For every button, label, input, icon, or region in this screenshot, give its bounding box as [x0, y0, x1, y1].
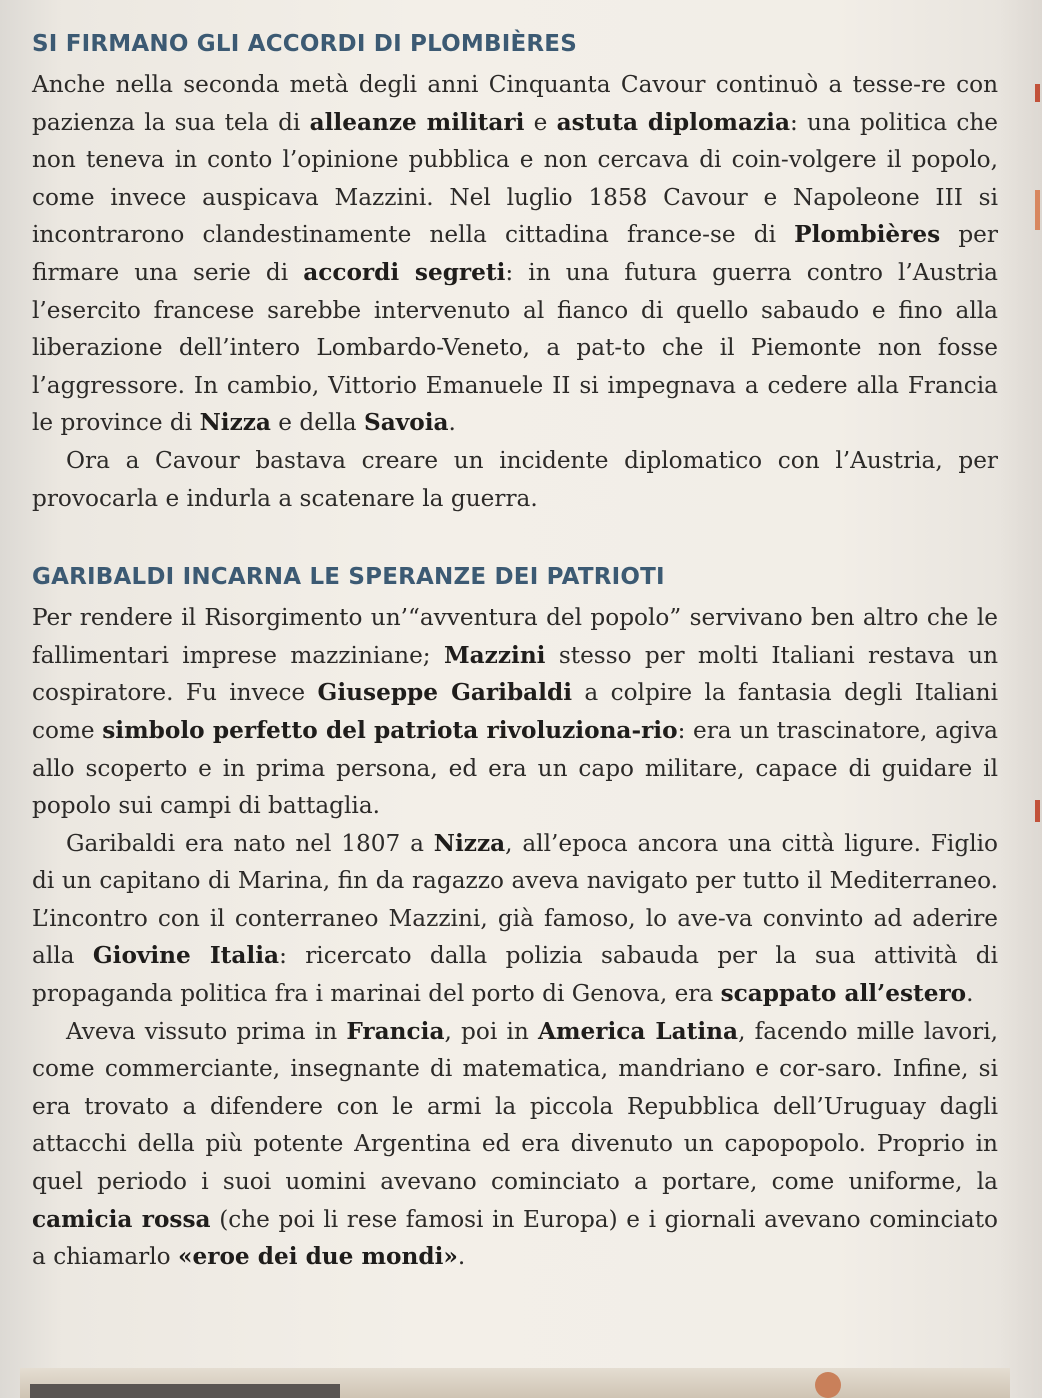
page-content [32, 28, 998, 1276]
section-heading: GARIBALDI INCARNA LE SPERANZE DEI PATRIOTI [32, 564, 665, 591]
edge-color-mark [1035, 800, 1040, 822]
bold-term: Plombières [794, 221, 941, 249]
text-run: , facendo mille lavori, come commerciante, insegnante di matematica, mandriano e cor-saro. Infine, si era trovato a difendere con le armi la piccola Repubblica dell’Uruguay dagli attacchi della più potente Argentina ed era divenuto un capopopolo. Proprio in quel periodo i suoi uomini avevano cominciato a portare, come uniforme, la [32, 1017, 998, 1196]
section-body [32, 66, 998, 517]
section-body [32, 599, 998, 1276]
paragraph [32, 825, 998, 1013]
section-garibaldi [32, 561, 998, 1276]
section-heading: SI FIRMANO GLI ACCORDI DI PLOMBIÈRES [32, 31, 577, 57]
bold-term: Nizza [199, 409, 271, 437]
bold-term: Nizza [433, 829, 506, 857]
text-run: , poi in [444, 1017, 538, 1045]
bold-term: scappato all’estero [720, 980, 967, 1008]
bold-term: Francia [346, 1017, 445, 1045]
bold-term: alleanze militari [309, 108, 525, 136]
paragraph [32, 599, 998, 825]
bottom-image-edge [20, 1368, 1010, 1398]
text-run: stesso per molti Italiani restava un cospiratore. Fu invece [32, 641, 999, 707]
bold-term: America Latina [537, 1017, 739, 1045]
text-run: . [966, 980, 974, 1008]
text-run: per firmare una serie di [32, 221, 998, 286]
edge-color-mark [1035, 84, 1040, 102]
text-run: Garibaldi era nato nel 1807 a [66, 829, 434, 857]
bold-term: Giovine Italia [92, 942, 280, 970]
text-run: : una politica che non teneva in conto l’opinione pubblica e non cercava di coin-volgere il popolo, come invece auspicava Mazzini. Nel luglio 1858 Cavour e Napoleone III si incontrarono clandestinamente nella cittadina france-se di [32, 108, 998, 249]
image-dark-band [30, 1384, 340, 1398]
text-run: a colpire la fantasia degli Italiani come [32, 679, 999, 744]
text-run: Per rendere il Risorgimento un’“avventura del popolo” servivano ben altro che le fallimentari imprese mazziniane; [32, 604, 998, 669]
bold-term: Savoia [364, 409, 449, 437]
text-run: : era un trascinatore, agiva allo scoperto e in prima persona, ed era un capo militare, capace di guidare il popolo sui campi di battaglia. [32, 716, 998, 820]
bold-term: «eroe dei due mondi» [178, 1243, 458, 1271]
bold-term: Mazzini [443, 641, 546, 669]
text-run: : ricercato dalla polizia sabauda per la sua attività di propaganda politica fra i marinai del porto di Genova, era [32, 942, 999, 1008]
bold-term: accordi segreti [303, 258, 506, 286]
text-run: : in una futura guerra contro l’Austria l’esercito francese sarebbe intervenuto al fianco di quello sabaudo e fino alla liberazione dell’intero Lombardo-Veneto, a pat-to che il Piemonte non fosse l’aggressore. In cambio, Vittorio Emanuele II si impegnava a cedere alla Francia le province di [32, 258, 999, 437]
text-run: Anche nella seconda metà degli anni Cinquanta Cavour continuò a tesse-re con pazienza la sua tela di [32, 71, 998, 136]
paragraph [32, 442, 998, 517]
paragraph [32, 1013, 998, 1276]
text-run: e della [270, 409, 364, 437]
bold-term: simbolo perfetto del patriota rivoluziona-rio [102, 716, 678, 744]
bold-term: astuta diplomazia [556, 108, 790, 136]
section-gap [32, 517, 998, 561]
image-orange-shape [815, 1372, 841, 1398]
section-plombieres [32, 28, 998, 517]
text-run: e [524, 108, 557, 136]
bold-term: camicia rossa [32, 1205, 211, 1233]
paragraph [32, 66, 998, 442]
text-run: . [448, 409, 456, 437]
text-run: Aveva vissuto prima in [66, 1017, 347, 1045]
text-run: , all’epoca ancora una città ligure. Figlio di un capitano di Marina, fin da ragazzo aveva navigato per tutto il Mediterraneo. L’incontro con il conterraneo Mazzini, già famoso, lo ave-va convinto ad aderire alla [32, 829, 998, 970]
text-run: (che poi li rese famosi in Europa) e i giornali avevano cominciato a chiamarlo [32, 1205, 998, 1271]
edge-color-mark [1035, 190, 1040, 230]
bold-term: Giuseppe Garibaldi [317, 679, 573, 707]
text-run: Ora a Cavour bastava creare un incidente diplomatico con l’Austria, per provocarla e indurla a scatenare la guerra. [32, 446, 998, 512]
text-run: . [457, 1243, 466, 1271]
